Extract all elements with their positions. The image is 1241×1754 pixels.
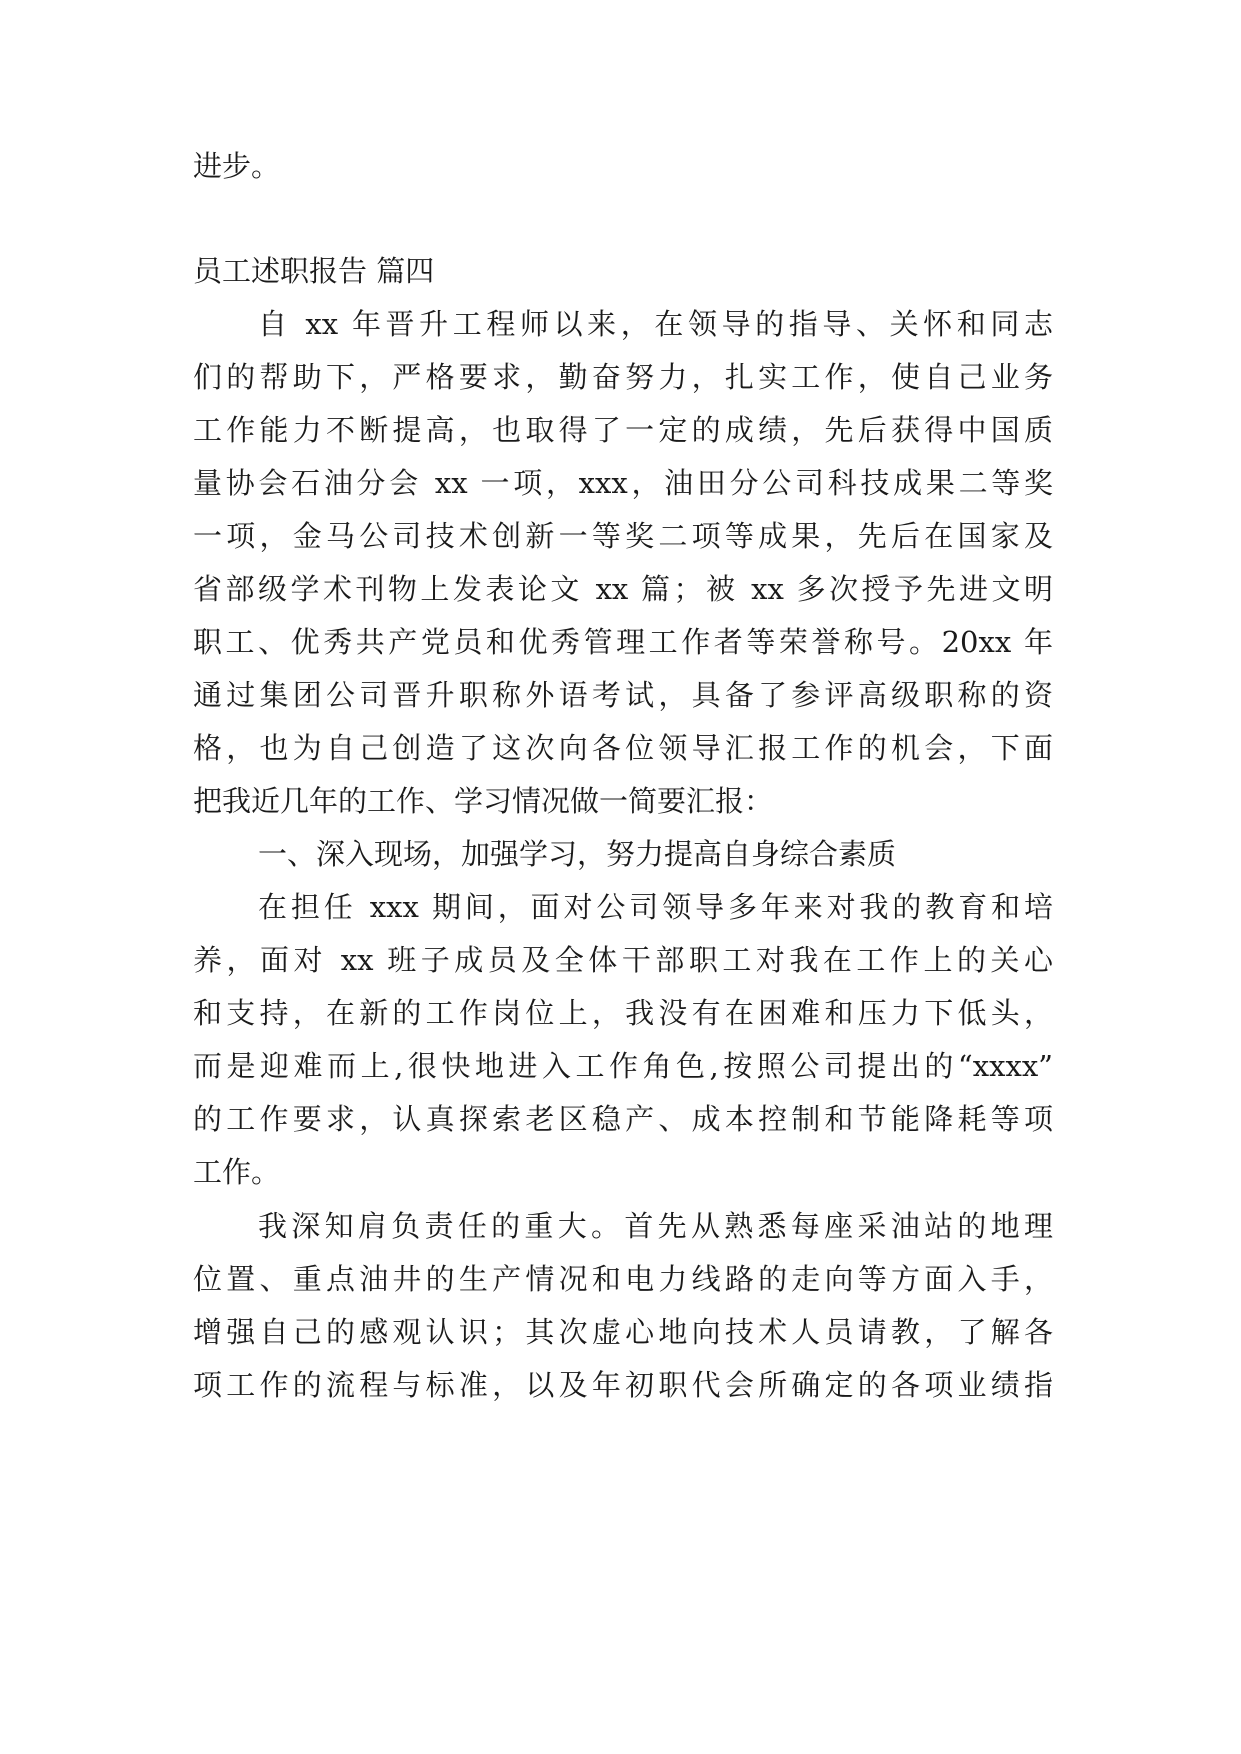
section-title: 员工述职报告 篇四 [193,254,435,288]
carry-over-text: 进步。 [193,149,281,183]
paragraph-line: 一项，金马公司技术创新一等奖二项等成果，先后在国家及 [193,519,1053,553]
paragraph-line: 通过集团公司晋升职称外语考试，具备了参评高级职称的资 [193,678,1053,712]
paragraph-line: 工作能力不断提高，也取得了一定的成绩，先后获得中国质 [193,413,1053,447]
paragraph-line: 位置、重点油井的生产情况和电力线路的走向等方面入手， [193,1262,1053,1296]
subheading: 一、深入现场，加强学习，努力提高自身综合素质 [258,837,897,871]
paragraph-line: 量协会石油分会 xx 一项，xxx，油田分公司科技成果二等奖 [193,466,1053,500]
paragraph-line: 养，面对 xx 班子成员及全体干部职工对我在工作上的关心 [193,943,1053,977]
paragraph-line: 项工作的流程与标准，以及年初职代会所确定的各项业绩指 [193,1368,1053,1402]
paragraph-line: 工作。 [193,1155,281,1189]
paragraph-line: 而是迎难而上,很快地进入工作角色,按照公司提出的“xxxx” [193,1049,1053,1083]
paragraph-line: 和支持，在新的工作岗位上，我没有在困难和压力下低头， [193,996,1053,1030]
paragraph-line: 省部级学术刊物上发表论文 xx 篇；被 xx 多次授予先进文明 [193,572,1053,606]
paragraph-line: 我深知肩负责任的重大。首先从熟悉每座采油站的地理 [258,1209,1053,1243]
paragraph-line: 把我近几年的工作、学习情况做一简要汇报： [193,784,774,818]
paragraph-line: 在担任 xxx 期间，面对公司领导多年来对我的教育和培 [258,890,1053,924]
paragraph-line: 的工作要求，认真探索老区稳产、成本控制和节能降耗等项 [193,1102,1053,1136]
paragraph-line: 们的帮助下，严格要求，勤奋努力，扎实工作，使自己业务 [193,360,1053,394]
paragraph-line: 自 xx 年晋升工程师以来，在领导的指导、关怀和同志 [258,307,1053,341]
paragraph-line: 增强自己的感观认识；其次虚心地向技术人员请教，了解各 [193,1315,1053,1349]
paragraph-line: 格，也为自己创造了这次向各位领导汇报工作的机会，下面 [193,731,1053,765]
paragraph-line: 职工、优秀共产党员和优秀管理工作者等荣誉称号。20xx 年 [193,625,1053,659]
